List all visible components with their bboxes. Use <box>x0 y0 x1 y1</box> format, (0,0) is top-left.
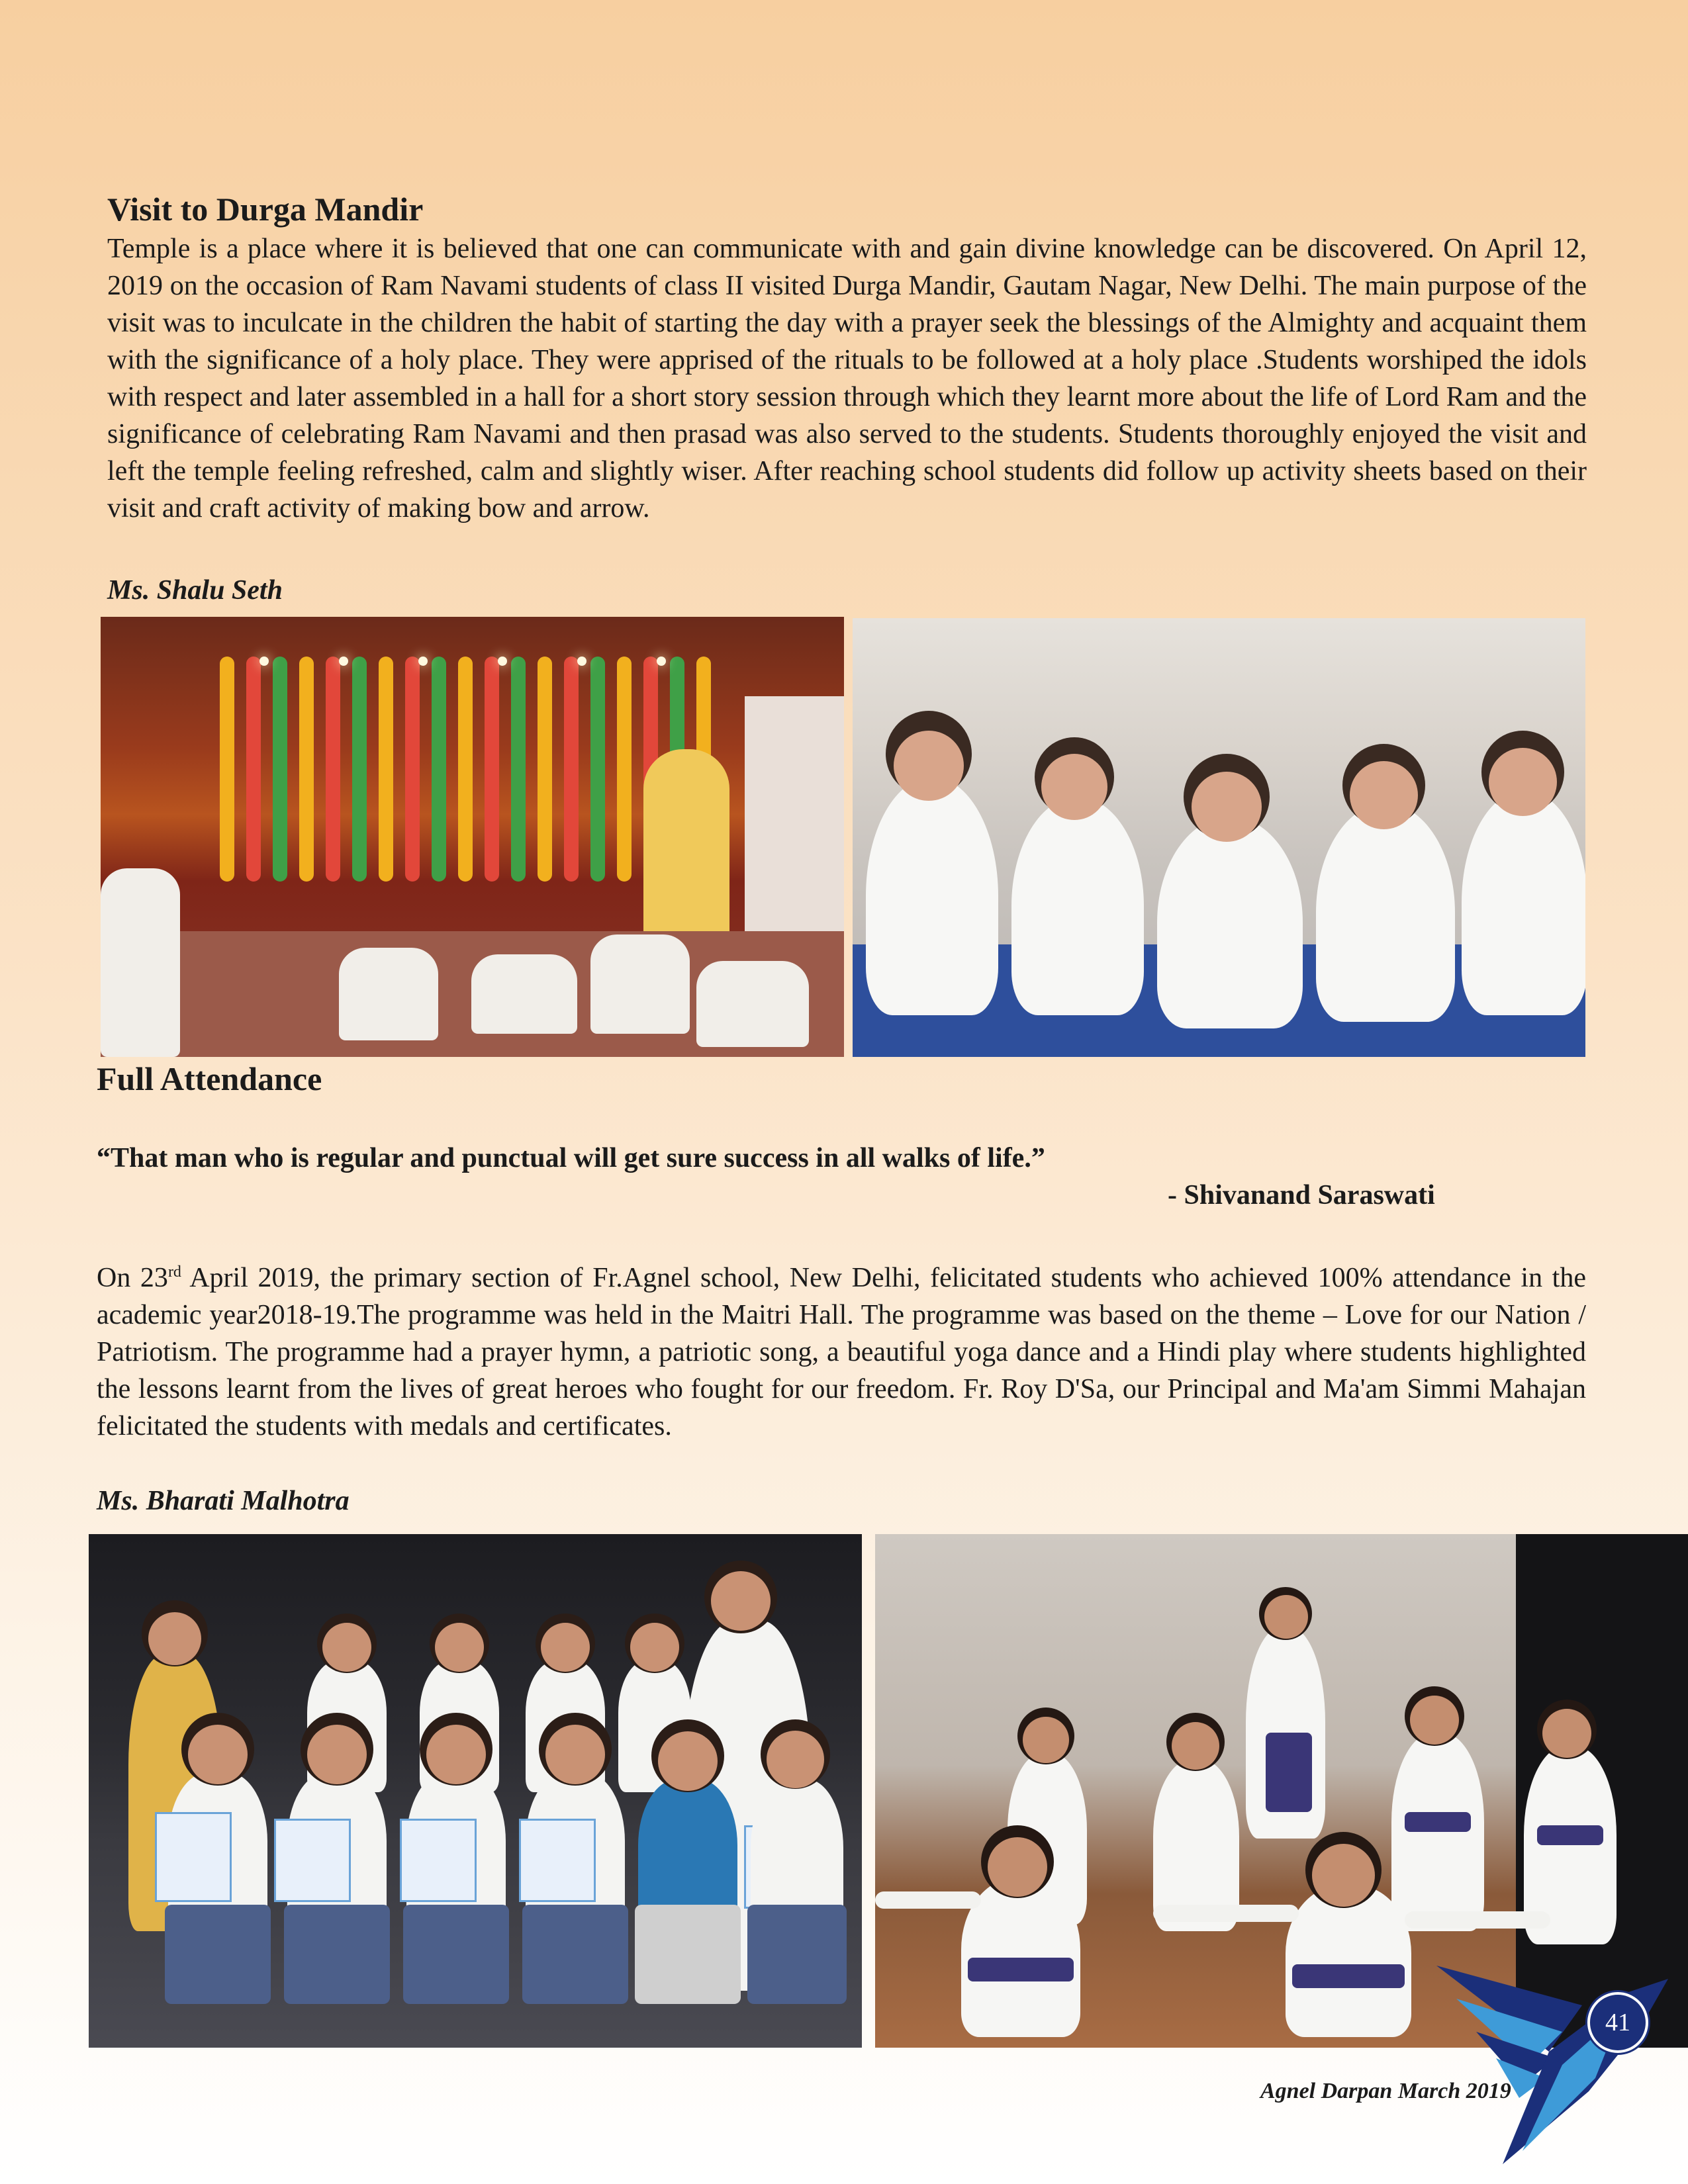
section-paragraph-full-attendance <box>97 1253 1586 1445</box>
section-title-full-attendance: Full Attendance <box>97 1060 322 1097</box>
magazine-footer: Agnel Darpan March 2019 <box>1260 2079 1511 2103</box>
ordinal-suffix: rd <box>167 1263 181 1281</box>
section-paragraph-durga-mandir: Temple is a place where it is believed that one can communicate with and gain divine knowledge can be discovered. On April 12, 2019 on the occasion of Ram Navami students of class II visited Durga Mandir, Gautam Nagar, New Delhi. The main purpose of the visit was to inculcate in the children the habit of starting the day with a prayer seek the blessings of the Almighty and acquaint them with the significance of a holy place. They were apprised of the rituals to be followed at a holy place .Students worshiped the idols with respect and later assembled in a hall for a short story session through which they learnt more about the life of Lord Ram and the significance of celebrating Ram Navami and then prasad was also served to the students. Students thoroughly enjoyed the visit and left the temple feeling refreshed, calm and slightly wiser. After reaching school students did follow up activity sheets based on their visit and craft activity of making bow and arrow. <box>107 234 1587 523</box>
photo-temple-worship <box>101 617 844 1057</box>
quote-author: - Shivanand Saraswati <box>1168 1180 1435 1210</box>
bird-logo-icon <box>1430 1952 1681 2171</box>
quote-text: “That man who is regular and punctual will get sure success in all walks of life.” <box>97 1143 1045 1173</box>
page-number-badge: 41 <box>1587 1992 1648 2053</box>
author-shalu-seth: Ms. Shalu Seth <box>107 575 283 606</box>
paragraph-lead: On 23 <box>97 1263 168 1293</box>
section-title-durga-mandir: Visit to Durga Mandir <box>107 191 424 228</box>
photo-students-meditating <box>853 618 1585 1057</box>
paragraph-rest: April 2019, the primary section of Fr.Agnel school, New Delhi, felicitated students who achieved 100% attendance in the academic year2018-19.The programme was held in the Maitri Hall. The programme was based on the theme – Love for our Nation / Patriotism. The programme had a prayer hymn, a patriotic song, a beautiful yoga dance and a Hindi play where students highlighted the lessons learnt from the lives of great heroes who fought for our freedom. Fr. Roy D'Sa, our Principal and Ma'am Simmi Mahajan felicitated the students with medals and certificates. <box>97 1263 1586 1441</box>
photo-students-felicitation <box>89 1534 862 2048</box>
author-bharati-malhotra: Ms. Bharati Malhotra <box>97 1486 350 1516</box>
